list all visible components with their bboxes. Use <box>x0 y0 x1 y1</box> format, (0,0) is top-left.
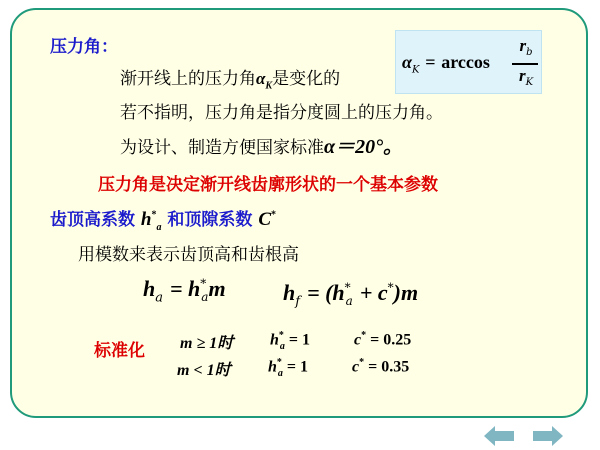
standardization-text: 标准化 <box>94 341 145 361</box>
hf-tail: )m <box>393 280 419 305</box>
line-pressure-angle-varies <box>120 64 340 91</box>
line1-tail: 是变化的 <box>272 69 341 89</box>
formula-denominator <box>512 66 540 88</box>
formula-numerator <box>512 36 540 58</box>
line1-text: 渐开线上的压力角 <box>120 69 256 89</box>
row2-ha-value: = 1 <box>286 358 309 376</box>
denominator-r: r <box>518 66 526 85</box>
coefficients-line <box>50 205 276 233</box>
ha-equation <box>143 276 226 305</box>
line3-text: 为设计、制造方便国家标准 <box>120 138 324 158</box>
alpha-k-symbol <box>256 69 273 92</box>
formula-alpha: α <box>402 52 412 72</box>
c-star: * <box>271 209 277 221</box>
standardization-label <box>94 336 145 361</box>
hf-plus-c: + c <box>359 280 388 305</box>
line-default-pressure-angle <box>120 98 443 123</box>
row2-c <box>352 357 409 376</box>
heading-pressure-angle <box>50 32 118 57</box>
alpha-symbol: α <box>256 69 266 88</box>
row1-c-star: * <box>361 330 367 341</box>
usage-text: 用模数来表示齿顶高和齿根高 <box>78 245 299 265</box>
row1-ha-symbol: h <box>270 331 279 349</box>
line-national-standard <box>120 130 403 159</box>
row2-condition: m < 1时 <box>177 362 231 379</box>
standard-row-2 <box>177 357 231 380</box>
row1-ha-value: = 1 <box>288 331 311 349</box>
alpha-subscript: K <box>265 80 273 92</box>
formula-lhs <box>402 52 490 76</box>
ha-rhs-star: * <box>200 276 207 291</box>
arccos-formula-box <box>395 30 542 94</box>
row1-ha-sub: a <box>279 340 285 352</box>
clearance-coefficient-symbol <box>258 209 276 230</box>
row2-ha-star: * <box>276 357 282 368</box>
ha-tail: m <box>208 276 226 301</box>
heading-text: 压力角： <box>50 37 118 57</box>
hf-star2: * <box>387 280 394 295</box>
row2-c-star: * <box>359 357 365 368</box>
ha-symbol: h <box>140 209 152 230</box>
hf-lhs-sub: f <box>295 294 301 310</box>
numerator-r: r <box>519 36 527 55</box>
c-symbol: C <box>258 209 272 230</box>
row1-c <box>354 330 411 349</box>
red-line-text: 压力角是决定渐开线齿廓形状的一个基本参数 <box>98 175 438 195</box>
row2-ha <box>268 357 308 379</box>
ha-star: * <box>151 209 157 221</box>
formula-equals: = <box>425 52 436 72</box>
prev-slide-button[interactable] <box>484 426 514 446</box>
hf-equation <box>283 280 418 309</box>
left-arrow-icon <box>484 426 514 446</box>
numerator-sub: b <box>526 47 533 59</box>
hf-sub1: a <box>345 294 353 309</box>
ha-rhs-sub: a <box>201 290 209 305</box>
row2-ha-symbol: h <box>268 358 277 376</box>
clearance-coefficient-label: 和顶隙系数 <box>167 210 253 230</box>
usage-line <box>78 240 299 265</box>
row1-c-symbol: c <box>354 331 362 349</box>
addendum-coefficient-label: 齿顶高系数 <box>50 210 135 230</box>
formula-alpha-sub: K <box>411 64 420 76</box>
standard-alpha-value: α＝20°。 <box>324 136 404 158</box>
hf-lhs: h <box>283 280 296 305</box>
pressure-angle-basic-parameter <box>98 170 438 195</box>
next-slide-button[interactable] <box>533 426 563 446</box>
row1-c-value: = 0.25 <box>370 331 412 349</box>
row2-c-symbol: c <box>352 358 360 376</box>
ha-rhs: = h <box>170 276 201 301</box>
hf-star1: * <box>344 280 351 295</box>
addendum-coefficient-symbol <box>140 209 162 233</box>
row2-ha-sub: a <box>277 367 283 379</box>
hf-open: = (h <box>307 280 345 305</box>
row1-ha <box>270 330 310 352</box>
fraction-line <box>512 63 538 65</box>
row2-c-value: = 0.35 <box>368 358 410 376</box>
ha-sub: a <box>156 221 162 233</box>
row1-condition: m ≥ 1时 <box>180 335 234 352</box>
ha-lhs-sub: a <box>155 290 164 306</box>
formula-arccos: arccos <box>441 52 490 72</box>
row1-ha-star: * <box>278 330 284 341</box>
standard-row-1 <box>180 330 233 353</box>
denominator-sub: K <box>525 77 534 89</box>
line2-text: 若不指明，压力角是指分度圆上的压力角。 <box>120 103 443 123</box>
ha-lhs: h <box>143 276 156 301</box>
right-arrow-icon <box>533 426 563 446</box>
